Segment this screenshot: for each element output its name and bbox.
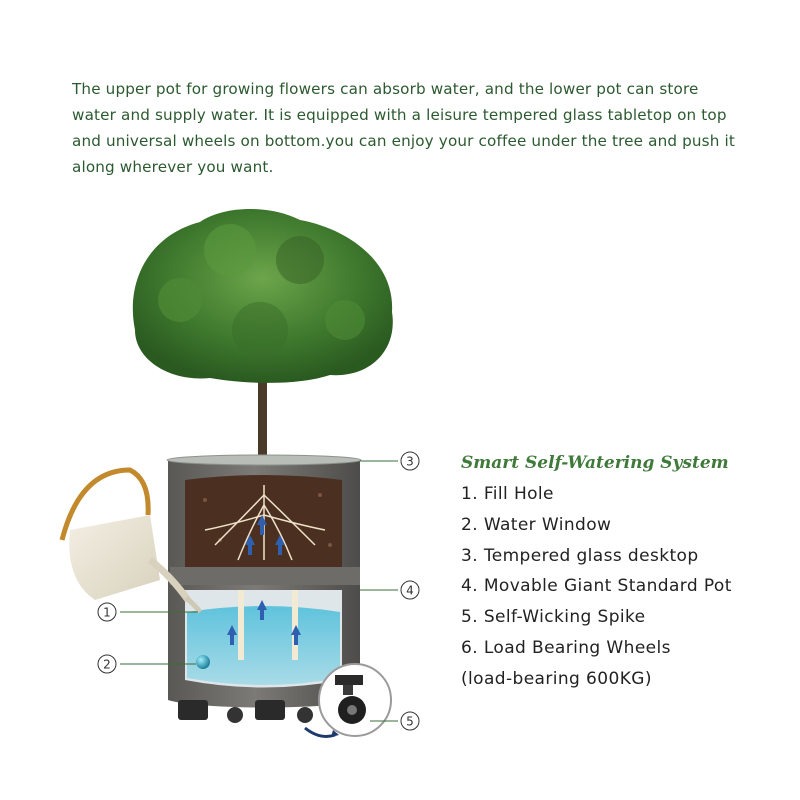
wicking-spike (238, 590, 244, 660)
svg-text:1: 1 (103, 605, 111, 620)
feature-item: 6. Load Bearing Wheels (461, 637, 671, 658)
svg-text:3: 3 (406, 454, 414, 469)
description-line: along wherever you want. (72, 158, 274, 176)
svg-text:5: 5 (406, 714, 414, 729)
callout-2 (98, 655, 116, 673)
feature-item: 5. Self-Wicking Spike (461, 607, 646, 628)
water-level-indicator (196, 655, 210, 669)
feature-item: 1. Fill Hole (461, 484, 554, 504)
description-line: water and supply water. It is equipped with a leisure tempered glass tabletop on top (72, 106, 727, 124)
callout-3 (401, 452, 419, 470)
glass-tabletop (167, 455, 361, 465)
callout-5 (401, 712, 419, 730)
wicking-spike (292, 590, 298, 660)
feature-item: 4. Movable Giant Standard Pot (461, 576, 732, 597)
feature-item: 2. Water Window (461, 514, 612, 535)
tree (133, 209, 393, 460)
features-title: Smart Self-Watering System (461, 453, 729, 473)
callout-4 (401, 581, 419, 599)
feature-list (461, 479, 791, 664)
description-line: and universal wheels on bottom.you can enjoy your coffee under the tree and push it (72, 132, 735, 150)
description-line: The upper pot for growing flowers can absorb water, and the lower pot can store (72, 80, 699, 98)
features-panel (461, 453, 791, 695)
load-bearing-note: (load-bearing 600KG) (461, 668, 652, 689)
svg-text:2: 2 (103, 657, 111, 672)
feature-item: 3. Tempered glass desktop (461, 545, 699, 566)
svg-text:4: 4 (406, 583, 414, 598)
callout-1 (98, 603, 116, 621)
